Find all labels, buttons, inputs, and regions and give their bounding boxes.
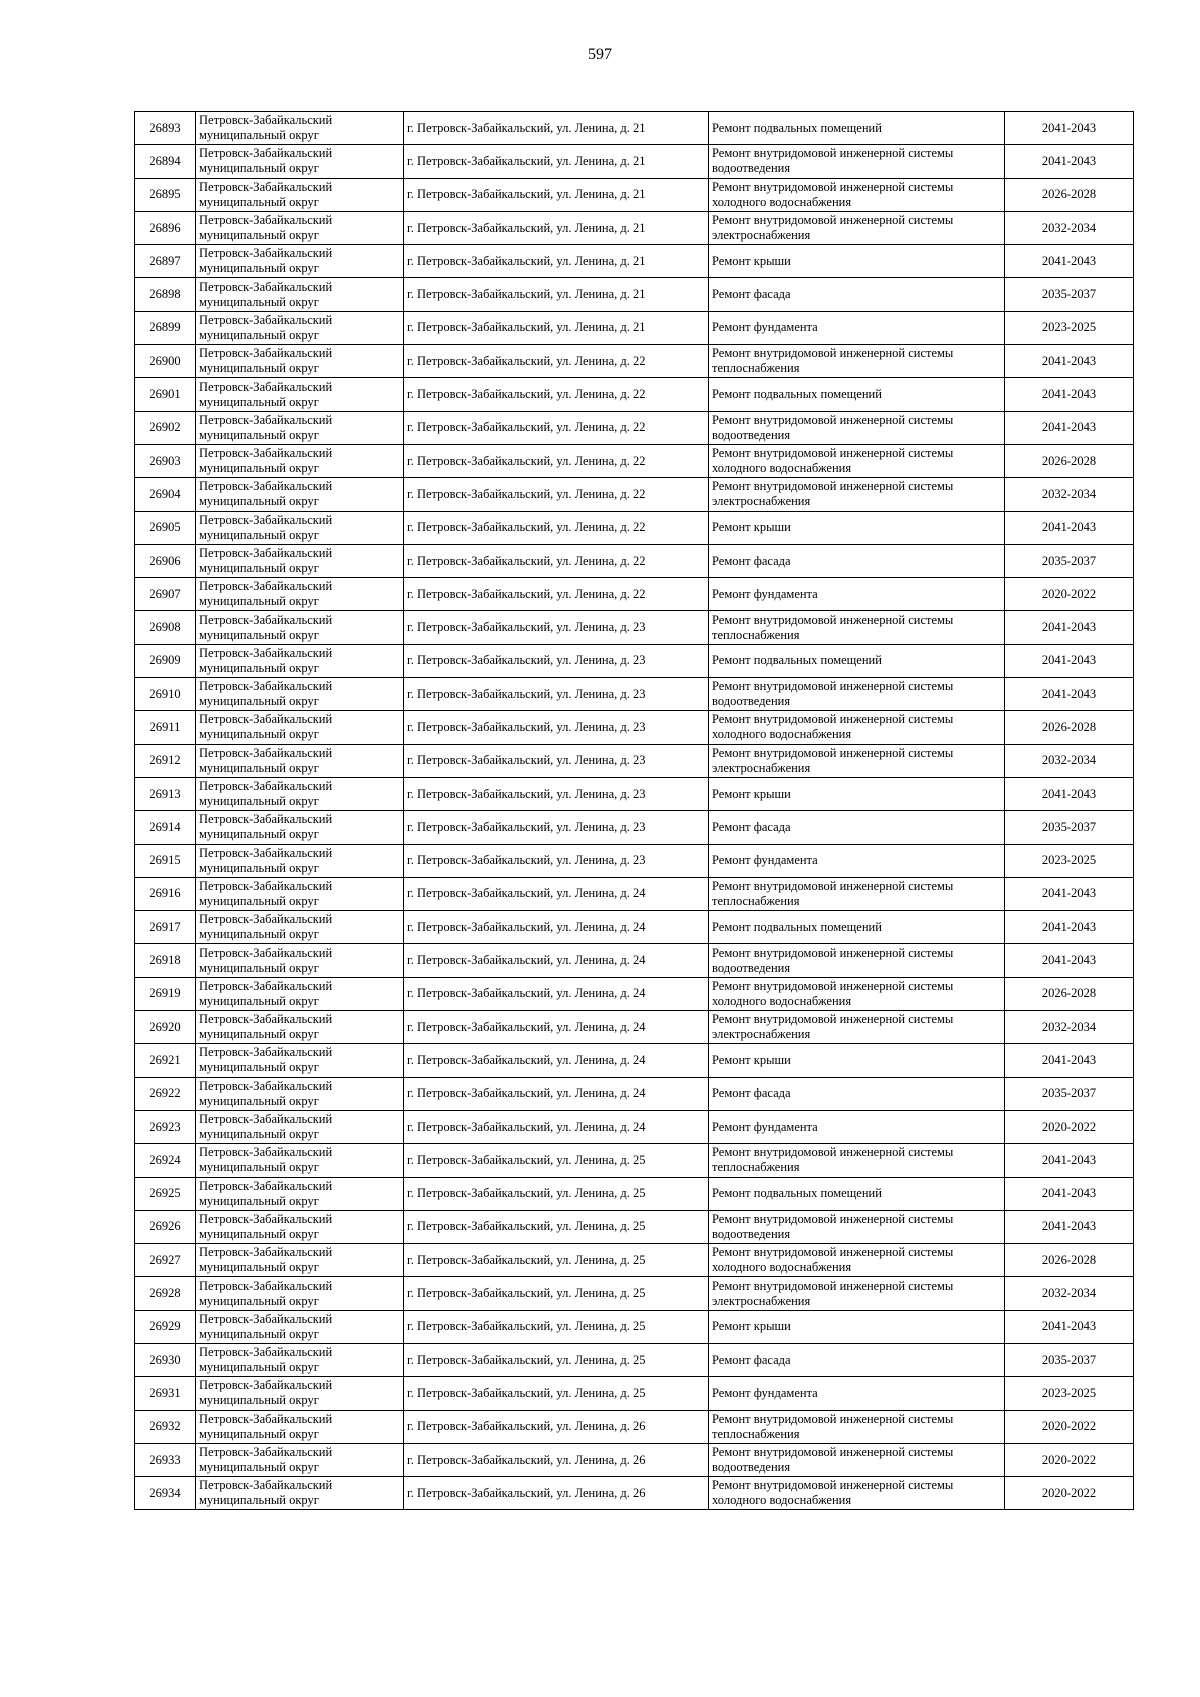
period-cell: 2041-2043	[1005, 245, 1134, 278]
address-cell: г. Петровск-Забайкальский, ул. Ленина, д. 24	[404, 911, 709, 944]
work-type-cell: Ремонт внутридомовой инженерной системы теплоснабжения	[709, 1410, 1005, 1443]
work-type-cell: Ремонт фундамента	[709, 311, 1005, 344]
table-row	[135, 478, 1134, 511]
table-row	[135, 644, 1134, 677]
row-number-cell: 26906	[135, 544, 196, 577]
address-cell: г. Петровск-Забайкальский, ул. Ленина, д. 25	[404, 1144, 709, 1177]
row-number-cell: 26934	[135, 1477, 196, 1510]
table-row	[135, 578, 1134, 611]
period-cell: 2041-2043	[1005, 777, 1134, 810]
table-row	[135, 611, 1134, 644]
page-number: 597	[588, 46, 612, 63]
period-cell: 2041-2043	[1005, 145, 1134, 178]
period-cell: 2041-2043	[1005, 411, 1134, 444]
table-row	[135, 1144, 1134, 1177]
table-row	[135, 411, 1134, 444]
work-type-cell: Ремонт внутридомовой инженерной системы теплоснабжения	[709, 1144, 1005, 1177]
work-type-cell: Ремонт подвальных помещений	[709, 112, 1005, 145]
period-cell: 2032-2034	[1005, 478, 1134, 511]
period-cell: 2041-2043	[1005, 877, 1134, 910]
district-cell: Петровск-Забайкальский муниципальный округ	[196, 611, 404, 644]
table-row	[135, 1310, 1134, 1343]
period-cell: 2041-2043	[1005, 378, 1134, 411]
address-cell: г. Петровск-Забайкальский, ул. Ленина, д. 23	[404, 644, 709, 677]
table-row	[135, 245, 1134, 278]
period-cell: 2023-2025	[1005, 844, 1134, 877]
row-number-cell: 26927	[135, 1244, 196, 1277]
period-cell: 2023-2025	[1005, 1377, 1134, 1410]
row-number-cell: 26921	[135, 1044, 196, 1077]
table-row	[135, 1077, 1134, 1110]
period-cell: 2023-2025	[1005, 311, 1134, 344]
row-number-cell: 26924	[135, 1144, 196, 1177]
period-cell: 2026-2028	[1005, 444, 1134, 477]
table-row	[135, 678, 1134, 711]
work-type-cell: Ремонт внутридомовой инженерной системы холодного водоснабжения	[709, 1244, 1005, 1277]
work-type-cell: Ремонт внутридомовой инженерной системы электроснабжения	[709, 744, 1005, 777]
row-number-cell: 26897	[135, 245, 196, 278]
period-cell: 2041-2043	[1005, 911, 1134, 944]
table-row	[135, 145, 1134, 178]
period-cell: 2035-2037	[1005, 544, 1134, 577]
district-cell: Петровск-Забайкальский муниципальный округ	[196, 1410, 404, 1443]
period-cell: 2035-2037	[1005, 1343, 1134, 1376]
address-cell: г. Петровск-Забайкальский, ул. Ленина, д. 22	[404, 444, 709, 477]
address-cell: г. Петровск-Забайкальский, ул. Ленина, д. 21	[404, 245, 709, 278]
address-cell: г. Петровск-Забайкальский, ул. Ленина, д. 21	[404, 178, 709, 211]
district-cell: Петровск-Забайкальский муниципальный округ	[196, 877, 404, 910]
period-cell: 2041-2043	[1005, 1044, 1134, 1077]
table-row	[135, 777, 1134, 810]
work-type-cell: Ремонт фундамента	[709, 578, 1005, 611]
period-cell: 2041-2043	[1005, 944, 1134, 977]
district-cell: Петровск-Забайкальский муниципальный округ	[196, 1443, 404, 1476]
work-type-cell: Ремонт внутридомовой инженерной системы электроснабжения	[709, 478, 1005, 511]
row-number-cell: 26900	[135, 345, 196, 378]
district-cell: Петровск-Забайкальский муниципальный округ	[196, 1177, 404, 1210]
district-cell: Петровск-Забайкальский муниципальный округ	[196, 411, 404, 444]
district-cell: Петровск-Забайкальский муниципальный округ	[196, 544, 404, 577]
period-cell: 2032-2034	[1005, 744, 1134, 777]
work-type-cell: Ремонт внутридомовой инженерной системы электроснабжения	[709, 1277, 1005, 1310]
row-number-cell: 26913	[135, 777, 196, 810]
period-cell: 2035-2037	[1005, 278, 1134, 311]
table-row	[135, 1410, 1134, 1443]
table-row	[135, 1377, 1134, 1410]
district-cell: Петровск-Забайкальский муниципальный округ	[196, 1011, 404, 1044]
row-number-cell: 26909	[135, 644, 196, 677]
work-type-cell: Ремонт крыши	[709, 511, 1005, 544]
row-number-cell: 26911	[135, 711, 196, 744]
period-cell: 2026-2028	[1005, 178, 1134, 211]
table-row	[135, 1443, 1134, 1476]
work-type-cell: Ремонт подвальных помещений	[709, 911, 1005, 944]
table-row	[135, 744, 1134, 777]
row-number-cell: 26903	[135, 444, 196, 477]
address-cell: г. Петровск-Забайкальский, ул. Ленина, д. 21	[404, 145, 709, 178]
address-cell: г. Петровск-Забайкальский, ул. Ленина, д. 22	[404, 345, 709, 378]
period-cell: 2041-2043	[1005, 345, 1134, 378]
work-type-cell: Ремонт фундамента	[709, 1110, 1005, 1143]
district-cell: Петровск-Забайкальский муниципальный округ	[196, 145, 404, 178]
district-cell: Петровск-Забайкальский муниципальный округ	[196, 112, 404, 145]
address-cell: г. Петровск-Забайкальский, ул. Ленина, д. 25	[404, 1277, 709, 1310]
table-row	[135, 211, 1134, 244]
address-cell: г. Петровск-Забайкальский, ул. Ленина, д. 22	[404, 378, 709, 411]
table-row	[135, 112, 1134, 145]
row-number-cell: 26907	[135, 578, 196, 611]
period-cell: 2026-2028	[1005, 711, 1134, 744]
district-cell: Петровск-Забайкальский муниципальный округ	[196, 378, 404, 411]
period-cell: 2041-2043	[1005, 1144, 1134, 1177]
row-number-cell: 26915	[135, 844, 196, 877]
district-cell: Петровск-Забайкальский муниципальный округ	[196, 311, 404, 344]
period-cell: 2041-2043	[1005, 678, 1134, 711]
work-type-cell: Ремонт внутридомовой инженерной системы водоотведения	[709, 145, 1005, 178]
district-cell: Петровск-Забайкальский муниципальный округ	[196, 678, 404, 711]
district-cell: Петровск-Забайкальский муниципальный округ	[196, 211, 404, 244]
work-type-cell: Ремонт внутридомовой инженерной системы водоотведения	[709, 411, 1005, 444]
row-number-cell: 26908	[135, 611, 196, 644]
work-type-cell: Ремонт крыши	[709, 245, 1005, 278]
address-cell: г. Петровск-Забайкальский, ул. Ленина, д. 24	[404, 877, 709, 910]
row-number-cell: 26926	[135, 1210, 196, 1243]
district-cell: Петровск-Забайкальский муниципальный округ	[196, 1277, 404, 1310]
row-number-cell: 26929	[135, 1310, 196, 1343]
address-cell: г. Петровск-Забайкальский, ул. Ленина, д. 21	[404, 311, 709, 344]
period-cell: 2041-2043	[1005, 112, 1134, 145]
table-row	[135, 511, 1134, 544]
work-type-cell: Ремонт внутридомовой инженерной системы водоотведения	[709, 1210, 1005, 1243]
row-number-cell: 26931	[135, 1377, 196, 1410]
row-number-cell: 26933	[135, 1443, 196, 1476]
table-row	[135, 1110, 1134, 1143]
address-cell: г. Петровск-Забайкальский, ул. Ленина, д. 23	[404, 744, 709, 777]
address-cell: г. Петровск-Забайкальский, ул. Ленина, д. 25	[404, 1343, 709, 1376]
address-cell: г. Петровск-Забайкальский, ул. Ленина, д. 21	[404, 278, 709, 311]
work-type-cell: Ремонт внутридомовой инженерной системы электроснабжения	[709, 211, 1005, 244]
district-cell: Петровск-Забайкальский муниципальный округ	[196, 811, 404, 844]
district-cell: Петровск-Забайкальский муниципальный округ	[196, 1377, 404, 1410]
row-number-cell: 26918	[135, 944, 196, 977]
table-row	[135, 877, 1134, 910]
district-cell: Петровск-Забайкальский муниципальный округ	[196, 1310, 404, 1343]
table-row	[135, 1044, 1134, 1077]
address-cell: г. Петровск-Забайкальский, ул. Ленина, д. 22	[404, 411, 709, 444]
work-type-cell: Ремонт внутридомовой инженерной системы водоотведения	[709, 1443, 1005, 1476]
address-cell: г. Петровск-Забайкальский, ул. Ленина, д. 23	[404, 777, 709, 810]
table-row	[135, 1477, 1134, 1510]
period-cell: 2020-2022	[1005, 1110, 1134, 1143]
address-cell: г. Петровск-Забайкальский, ул. Ленина, д. 21	[404, 211, 709, 244]
address-cell: г. Петровск-Забайкальский, ул. Ленина, д. 23	[404, 611, 709, 644]
row-number-cell: 26922	[135, 1077, 196, 1110]
district-cell: Петровск-Забайкальский муниципальный округ	[196, 844, 404, 877]
table-row	[135, 1011, 1134, 1044]
work-type-cell: Ремонт подвальных помещений	[709, 378, 1005, 411]
table-row	[135, 711, 1134, 744]
period-cell: 2032-2034	[1005, 1011, 1134, 1044]
table-row	[135, 444, 1134, 477]
period-cell: 2041-2043	[1005, 1177, 1134, 1210]
work-type-cell: Ремонт внутридомовой инженерной системы электроснабжения	[709, 1011, 1005, 1044]
work-type-cell: Ремонт внутридомовой инженерной системы холодного водоснабжения	[709, 977, 1005, 1010]
address-cell: г. Петровск-Забайкальский, ул. Ленина, д. 22	[404, 478, 709, 511]
row-number-cell: 26920	[135, 1011, 196, 1044]
registry-table	[134, 111, 1134, 1510]
address-cell: г. Петровск-Забайкальский, ул. Ленина, д. 26	[404, 1477, 709, 1510]
work-type-cell: Ремонт внутридомовой инженерной системы холодного водоснабжения	[709, 711, 1005, 744]
period-cell: 2020-2022	[1005, 1443, 1134, 1476]
address-cell: г. Петровск-Забайкальский, ул. Ленина, д. 26	[404, 1410, 709, 1443]
period-cell: 2032-2034	[1005, 211, 1134, 244]
work-type-cell: Ремонт внутридомовой инженерной системы холодного водоснабжения	[709, 1477, 1005, 1510]
work-type-cell: Ремонт крыши	[709, 1310, 1005, 1343]
row-number-cell: 26905	[135, 511, 196, 544]
work-type-cell: Ремонт фасада	[709, 811, 1005, 844]
district-cell: Петровск-Забайкальский муниципальный округ	[196, 777, 404, 810]
table-row	[135, 1177, 1134, 1210]
table-row	[135, 977, 1134, 1010]
table-row	[135, 911, 1134, 944]
work-type-cell: Ремонт внутридомовой инженерной системы водоотведения	[709, 944, 1005, 977]
table-row	[135, 311, 1134, 344]
row-number-cell: 26910	[135, 678, 196, 711]
row-number-cell: 26895	[135, 178, 196, 211]
address-cell: г. Петровск-Забайкальский, ул. Ленина, д. 23	[404, 844, 709, 877]
row-number-cell: 26917	[135, 911, 196, 944]
address-cell: г. Петровск-Забайкальский, ул. Ленина, д. 25	[404, 1244, 709, 1277]
address-cell: г. Петровск-Забайкальский, ул. Ленина, д. 24	[404, 1044, 709, 1077]
row-number-cell: 26930	[135, 1343, 196, 1376]
address-cell: г. Петровск-Забайкальский, ул. Ленина, д. 24	[404, 1077, 709, 1110]
work-type-cell: Ремонт крыши	[709, 777, 1005, 810]
district-cell: Петровск-Забайкальский муниципальный округ	[196, 1044, 404, 1077]
row-number-cell: 26928	[135, 1277, 196, 1310]
district-cell: Петровск-Забайкальский муниципальный округ	[196, 1210, 404, 1243]
row-number-cell: 26912	[135, 744, 196, 777]
address-cell: г. Петровск-Забайкальский, ул. Ленина, д. 24	[404, 944, 709, 977]
row-number-cell: 26916	[135, 877, 196, 910]
district-cell: Петровск-Забайкальский муниципальный округ	[196, 911, 404, 944]
address-cell: г. Петровск-Забайкальский, ул. Ленина, д. 23	[404, 711, 709, 744]
district-cell: Петровск-Забайкальский муниципальный округ	[196, 245, 404, 278]
table-row	[135, 1210, 1134, 1243]
work-type-cell: Ремонт фасада	[709, 544, 1005, 577]
table-row	[135, 345, 1134, 378]
address-cell: г. Петровск-Забайкальский, ул. Ленина, д. 22	[404, 511, 709, 544]
work-type-cell: Ремонт фасада	[709, 1077, 1005, 1110]
row-number-cell: 26923	[135, 1110, 196, 1143]
work-type-cell: Ремонт внутридомовой инженерной системы теплоснабжения	[709, 345, 1005, 378]
table-row	[135, 1277, 1134, 1310]
district-cell: Петровск-Забайкальский муниципальный округ	[196, 711, 404, 744]
table-row	[135, 278, 1134, 311]
work-type-cell: Ремонт фасада	[709, 278, 1005, 311]
table-row	[135, 378, 1134, 411]
row-number-cell: 26896	[135, 211, 196, 244]
district-cell: Петровск-Забайкальский муниципальный округ	[196, 744, 404, 777]
table-row	[135, 1244, 1134, 1277]
table-row	[135, 178, 1134, 211]
address-cell: г. Петровск-Забайкальский, ул. Ленина, д. 22	[404, 578, 709, 611]
district-cell: Петровск-Забайкальский муниципальный округ	[196, 578, 404, 611]
district-cell: Петровск-Забайкальский муниципальный округ	[196, 944, 404, 977]
period-cell: 2041-2043	[1005, 511, 1134, 544]
district-cell: Петровск-Забайкальский муниципальный округ	[196, 1144, 404, 1177]
row-number-cell: 26902	[135, 411, 196, 444]
district-cell: Петровск-Забайкальский муниципальный округ	[196, 1343, 404, 1376]
row-number-cell: 26925	[135, 1177, 196, 1210]
district-cell: Петровск-Забайкальский муниципальный округ	[196, 345, 404, 378]
row-number-cell: 26919	[135, 977, 196, 1010]
row-number-cell: 26898	[135, 278, 196, 311]
district-cell: Петровск-Забайкальский муниципальный округ	[196, 511, 404, 544]
work-type-cell: Ремонт внутридомовой инженерной системы водоотведения	[709, 678, 1005, 711]
address-cell: г. Петровск-Забайкальский, ул. Ленина, д. 25	[404, 1310, 709, 1343]
district-cell: Петровск-Забайкальский муниципальный округ	[196, 178, 404, 211]
registry-table-body	[135, 112, 1134, 1510]
period-cell: 2032-2034	[1005, 1277, 1134, 1310]
district-cell: Петровск-Забайкальский муниципальный округ	[196, 1477, 404, 1510]
period-cell: 2041-2043	[1005, 611, 1134, 644]
row-number-cell: 26899	[135, 311, 196, 344]
work-type-cell: Ремонт внутридомовой инженерной системы холодного водоснабжения	[709, 444, 1005, 477]
work-type-cell: Ремонт крыши	[709, 1044, 1005, 1077]
table-row	[135, 811, 1134, 844]
work-type-cell: Ремонт фундамента	[709, 844, 1005, 877]
row-number-cell: 26914	[135, 811, 196, 844]
table-row	[135, 544, 1134, 577]
table-row	[135, 1343, 1134, 1376]
address-cell: г. Петровск-Забайкальский, ул. Ленина, д. 25	[404, 1177, 709, 1210]
period-cell: 2041-2043	[1005, 1310, 1134, 1343]
district-cell: Петровск-Забайкальский муниципальный округ	[196, 644, 404, 677]
period-cell: 2041-2043	[1005, 644, 1134, 677]
period-cell: 2035-2037	[1005, 1077, 1134, 1110]
row-number-cell: 26893	[135, 112, 196, 145]
work-type-cell: Ремонт подвальных помещений	[709, 644, 1005, 677]
work-type-cell: Ремонт подвальных помещений	[709, 1177, 1005, 1210]
row-number-cell: 26932	[135, 1410, 196, 1443]
row-number-cell: 26901	[135, 378, 196, 411]
period-cell: 2026-2028	[1005, 977, 1134, 1010]
period-cell: 2020-2022	[1005, 1410, 1134, 1443]
address-cell: г. Петровск-Забайкальский, ул. Ленина, д. 23	[404, 678, 709, 711]
district-cell: Петровск-Забайкальский муниципальный округ	[196, 1244, 404, 1277]
address-cell: г. Петровск-Забайкальский, ул. Ленина, д. 21	[404, 112, 709, 145]
address-cell: г. Петровск-Забайкальский, ул. Ленина, д. 24	[404, 1110, 709, 1143]
address-cell: г. Петровск-Забайкальский, ул. Ленина, д. 24	[404, 977, 709, 1010]
work-type-cell: Ремонт внутридомовой инженерной системы холодного водоснабжения	[709, 178, 1005, 211]
period-cell: 2026-2028	[1005, 1244, 1134, 1277]
district-cell: Петровск-Забайкальский муниципальный округ	[196, 444, 404, 477]
row-number-cell: 26904	[135, 478, 196, 511]
period-cell: 2020-2022	[1005, 1477, 1134, 1510]
district-cell: Петровск-Забайкальский муниципальный округ	[196, 1110, 404, 1143]
period-cell: 2020-2022	[1005, 578, 1134, 611]
row-number-cell: 26894	[135, 145, 196, 178]
address-cell: г. Петровск-Забайкальский, ул. Ленина, д. 26	[404, 1443, 709, 1476]
address-cell: г. Петровск-Забайкальский, ул. Ленина, д. 22	[404, 544, 709, 577]
address-cell: г. Петровск-Забайкальский, ул. Ленина, д. 24	[404, 1011, 709, 1044]
work-type-cell: Ремонт внутридомовой инженерной системы теплоснабжения	[709, 877, 1005, 910]
table-row	[135, 844, 1134, 877]
district-cell: Петровск-Забайкальский муниципальный округ	[196, 478, 404, 511]
district-cell: Петровск-Забайкальский муниципальный округ	[196, 1077, 404, 1110]
period-cell: 2035-2037	[1005, 811, 1134, 844]
address-cell: г. Петровск-Забайкальский, ул. Ленина, д. 25	[404, 1210, 709, 1243]
district-cell: Петровск-Забайкальский муниципальный округ	[196, 278, 404, 311]
address-cell: г. Петровск-Забайкальский, ул. Ленина, д. 23	[404, 811, 709, 844]
work-type-cell: Ремонт фундамента	[709, 1377, 1005, 1410]
table-row	[135, 944, 1134, 977]
work-type-cell: Ремонт внутридомовой инженерной системы теплоснабжения	[709, 611, 1005, 644]
address-cell: г. Петровск-Забайкальский, ул. Ленина, д. 25	[404, 1377, 709, 1410]
period-cell: 2041-2043	[1005, 1210, 1134, 1243]
district-cell: Петровск-Забайкальский муниципальный округ	[196, 977, 404, 1010]
work-type-cell: Ремонт фасада	[709, 1343, 1005, 1376]
